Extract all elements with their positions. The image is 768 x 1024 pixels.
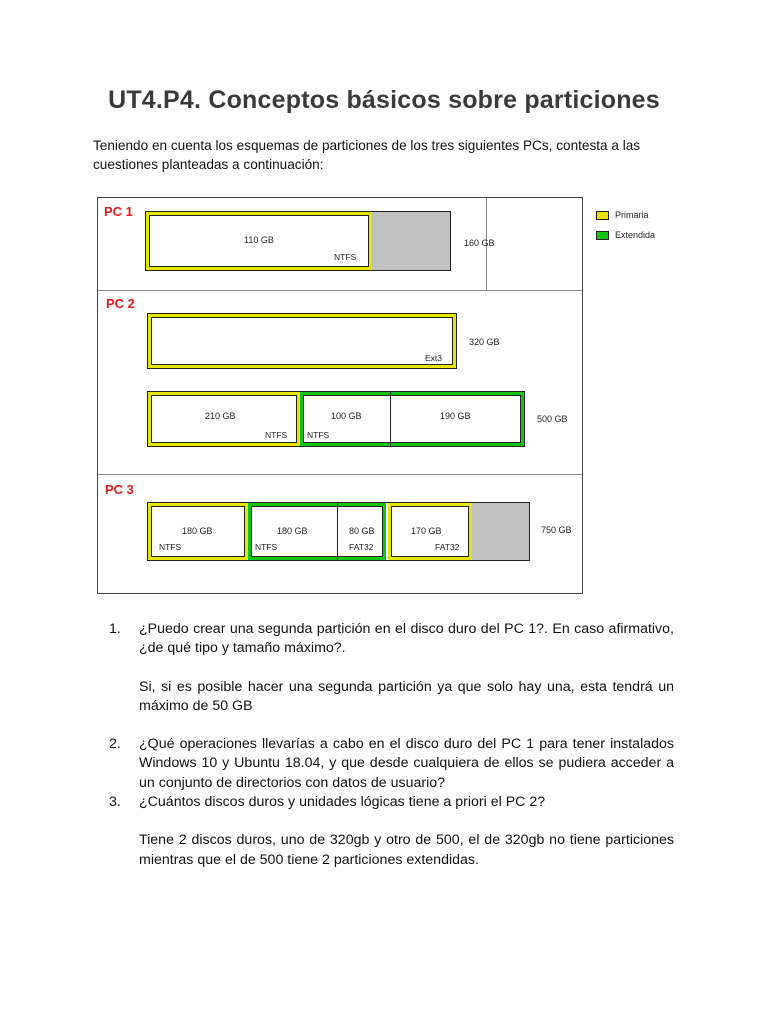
pc2-disk1-primary-partition [148, 314, 456, 368]
legend-extended-label: Extendida [615, 230, 656, 240]
answer-text: Si, si es posible hacer una segunda partición ya que solo hay una, esta tendrá un máximo de 50 GB [139, 678, 674, 714]
pc1-p1-fs: NTFS [334, 252, 357, 262]
pc2-disk1 [147, 313, 457, 369]
question-number: 3. [109, 794, 121, 811]
pc3-disk [147, 502, 530, 561]
pc3-l1-fs: NTFS [255, 542, 278, 552]
legend-primary-label: Primaria [615, 210, 649, 220]
pc1-free-space [372, 212, 450, 270]
question-text: ¿Qué operaciones llevarías a cabo en el disco duro del PC 1 para tener instalados Windows 10 y Ubuntu 18.04, y que desde cualquiera de ellos se pudiera acceder a un conjunto de directorios con datos de usuario? [139, 736, 674, 791]
pc1-disk-capacity: 160 GB [464, 238, 495, 248]
pc3-l2-fs: FAT32 [349, 542, 374, 552]
pc3-p2-size: 170 GB [411, 526, 442, 536]
intro-paragraph: Teniendo en cuenta los esquemas de particiones de los tres siguientes PCs, contesta a las cuestiones planteadas a continuación: [93, 138, 641, 172]
pc3-disk-capacity: 750 GB [541, 525, 572, 535]
pc2-disk2-capacity: 500 GB [537, 414, 568, 424]
pc1-label: PC 1 [104, 204, 133, 219]
pc3-label: PC 3 [105, 482, 134, 497]
legend-primary-swatch [596, 211, 609, 220]
pc2-disk1-p1-fs: Ext3 [425, 353, 443, 363]
question-item [109, 735, 674, 793]
pc2-disk2-p1-size: 210 GB [205, 411, 236, 421]
pc2-disk2-p1-fs: NTFS [265, 430, 288, 440]
question-number: 1. [109, 621, 121, 637]
legend-extended-swatch [596, 231, 609, 240]
questions-list [109, 620, 674, 870]
pc1-p1-size: 110 GB [244, 235, 274, 245]
question-item [109, 620, 674, 716]
pc2-label: PC 2 [106, 296, 135, 311]
page-title: UT4.P4. Conceptos básicos sobre particiones [108, 86, 660, 114]
pc2-disk2-l2-size: 190 GB [440, 411, 471, 421]
pc2-disk1-capacity: 320 GB [469, 337, 500, 347]
pc2-disk2-l1-size: 100 GB [331, 411, 362, 421]
pc3-l1-size: 180 GB [277, 526, 308, 536]
question-text: ¿Puedo crear una segunda partición en el disco duro del PC 1?. En caso afirmativo, ¿de qué tipo y tamaño máximo?. [139, 621, 674, 657]
partition-diagram [97, 197, 656, 594]
pc1-disk [145, 211, 451, 271]
pc3-p1-fs: NTFS [159, 542, 182, 552]
question-item [109, 793, 674, 870]
question-text: ¿Cuántos discos duros y unidades lógicas tiene a priori el PC 2? [139, 794, 546, 811]
question-number: 2. [109, 736, 121, 753]
pc2-disk2 [147, 391, 525, 447]
section-divider [98, 290, 582, 291]
pc3-l2-size: 80 GB [349, 526, 375, 536]
pc3-p2-fs: FAT32 [435, 542, 460, 552]
answer-text: Tiene 2 discos duros, uno de 320gb y otro de 500, el de 320gb no tiene particiones mientras que el de 500 tiene 2 particiones extendidas. [139, 832, 674, 868]
pc3-p1-size: 180 GB [182, 526, 213, 536]
pc2-disk2-l1-fs: NTFS [307, 430, 330, 440]
pc3-free-space [472, 503, 529, 560]
section-divider [98, 474, 582, 475]
